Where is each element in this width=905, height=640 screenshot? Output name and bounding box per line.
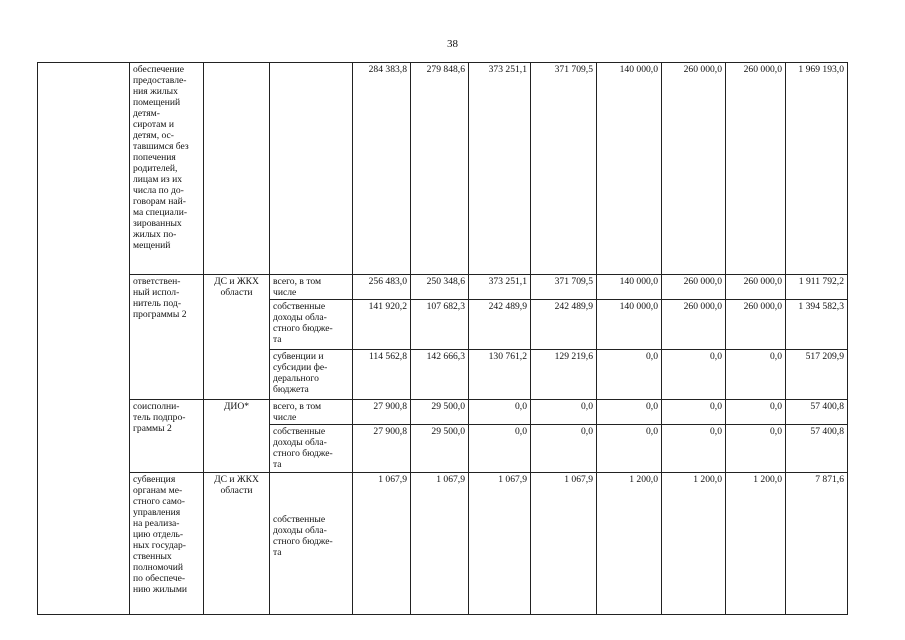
total-cell: 1 969 193,0 — [786, 63, 848, 275]
value-cell: 107 682,3 — [411, 300, 469, 350]
organization-cell: ДС и ЖКХ области — [204, 275, 270, 400]
value-cell: 260 000,0 — [662, 63, 726, 275]
organization-cell: ДС и ЖКХ области — [204, 473, 270, 615]
funding-source-label: субвенции и субсидии фе- дерального бюджета — [270, 350, 353, 400]
role-cell: соисполни- тель подпро- граммы 2 — [130, 400, 204, 473]
funding-source-cell — [270, 473, 353, 615]
executor-cell — [204, 63, 270, 275]
value-cell: 1 067,9 — [531, 473, 597, 615]
empty-first-column — [38, 63, 130, 615]
value-cell: 0,0 — [726, 350, 786, 400]
total-cell: 57 400,8 — [786, 425, 848, 473]
value-cell: 250 348,6 — [411, 275, 469, 300]
total-cell: 1 394 582,3 — [786, 300, 848, 350]
funding-source-label: всего, в том числе — [270, 275, 353, 300]
value-cell: 260 000,0 — [726, 275, 786, 300]
role-cell: ответствен- ный испол- нитель под- программы 2 — [130, 275, 204, 400]
value-cell: 140 000,0 — [597, 275, 662, 300]
value-cell: 114 562,8 — [353, 350, 411, 400]
value-cell: 140 000,0 — [597, 63, 662, 275]
funding-source-label: всего, в том числе — [270, 400, 353, 425]
value-cell: 1 200,0 — [726, 473, 786, 615]
table-row — [38, 63, 848, 275]
source-cell — [270, 63, 353, 275]
value-cell: 256 483,0 — [353, 275, 411, 300]
funding-source-label: собственные доходы обла- стного бюдже- та — [273, 514, 333, 558]
value-cell: 0,0 — [597, 400, 662, 425]
value-cell: 0,0 — [662, 350, 726, 400]
total-cell: 517 209,9 — [786, 350, 848, 400]
value-cell: 29 500,0 — [411, 400, 469, 425]
total-cell: 1 911 792,2 — [786, 275, 848, 300]
value-cell: 0,0 — [469, 425, 531, 473]
value-cell: 1 200,0 — [662, 473, 726, 615]
value-cell: 260 000,0 — [726, 63, 786, 275]
funding-source-label: собственные доходы обла- стного бюдже- та — [270, 425, 353, 473]
value-cell: 0,0 — [469, 400, 531, 425]
value-cell: 1 067,9 — [469, 473, 531, 615]
value-cell: 242 489,9 — [469, 300, 531, 350]
program-description-cell: субвенция органам ме- стного само- управления на реализа- цию отдель- ных государ- ственных полномочий по обеспече- нию жилыми — [130, 473, 204, 615]
value-cell: 371 709,5 — [531, 63, 597, 275]
value-cell: 373 251,1 — [469, 63, 531, 275]
organization-cell: ДИО* — [204, 400, 270, 473]
budget-table — [37, 62, 848, 615]
value-cell: 279 848,6 — [411, 63, 469, 275]
value-cell: 0,0 — [662, 400, 726, 425]
table-row — [38, 275, 848, 300]
value-cell: 284 383,8 — [353, 63, 411, 275]
value-cell: 1 067,9 — [411, 473, 469, 615]
value-cell: 373 251,1 — [469, 275, 531, 300]
table-row — [38, 400, 848, 425]
program-description-cell: обеспечение предоставле- ния жилых помещений детям- сиротам и детям, ос- тавшимся без попечения родителей, лицам из их числа по до- говорам най- ма специали- зированных жилых по- мещений — [130, 63, 204, 275]
value-cell: 141 920,2 — [353, 300, 411, 350]
value-cell: 371 709,5 — [531, 275, 597, 300]
value-cell: 260 000,0 — [662, 275, 726, 300]
value-cell: 0,0 — [531, 400, 597, 425]
total-cell: 7 871,6 — [786, 473, 848, 615]
value-cell: 1 200,0 — [597, 473, 662, 615]
value-cell: 130 761,2 — [469, 350, 531, 400]
value-cell: 0,0 — [597, 425, 662, 473]
value-cell: 29 500,0 — [411, 425, 469, 473]
value-cell: 140 000,0 — [597, 300, 662, 350]
value-cell: 242 489,9 — [531, 300, 597, 350]
value-cell: 142 666,3 — [411, 350, 469, 400]
table-row — [38, 473, 848, 615]
value-cell: 129 219,6 — [531, 350, 597, 400]
page-number: 38 — [447, 38, 458, 50]
value-cell: 0,0 — [662, 425, 726, 473]
value-cell: 260 000,0 — [726, 300, 786, 350]
value-cell: 260 000,0 — [662, 300, 726, 350]
value-cell: 27 900,8 — [353, 425, 411, 473]
value-cell: 1 067,9 — [353, 473, 411, 615]
value-cell: 0,0 — [597, 350, 662, 400]
funding-source-label: собственные доходы обла- стного бюдже- та — [270, 300, 353, 350]
value-cell: 27 900,8 — [353, 400, 411, 425]
total-cell: 57 400,8 — [786, 400, 848, 425]
value-cell: 0,0 — [726, 400, 786, 425]
value-cell: 0,0 — [531, 425, 597, 473]
value-cell: 0,0 — [726, 425, 786, 473]
